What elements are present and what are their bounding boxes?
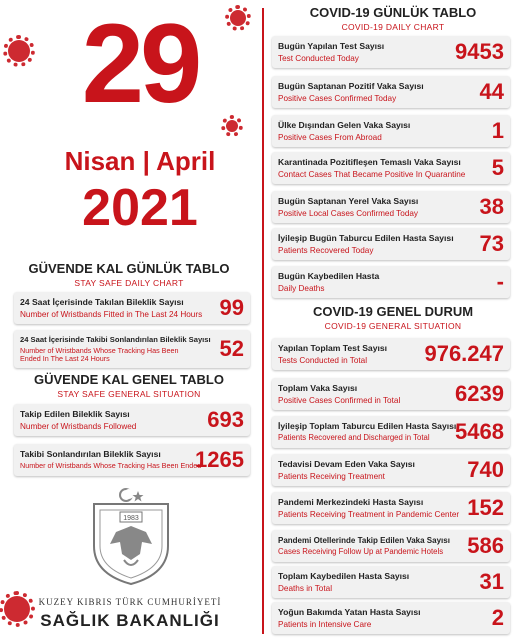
stat-card bbox=[272, 566, 510, 598]
left-column bbox=[0, 0, 258, 640]
stat-label-en: Patients Recovered and Discharged in Total bbox=[278, 433, 430, 442]
stat-card bbox=[272, 191, 510, 223]
stat-card bbox=[272, 454, 510, 486]
stat-label: Bugün Kaybedilen Hasta bbox=[278, 271, 380, 281]
stat-label: Pandemi Otellerinde Takip Edilen Vaka Sayısı bbox=[278, 536, 450, 545]
stat-value: 5468 bbox=[455, 419, 504, 444]
stat-card bbox=[14, 444, 250, 476]
stat-label: Pandemi Merkezindeki Hasta Sayısı bbox=[278, 497, 424, 507]
stat-label-en: Number of Wristbands Whose Tracking Has Been Ended In The Last 24 Hours bbox=[20, 346, 179, 363]
stat-card bbox=[272, 115, 510, 147]
date-year: 2021 bbox=[82, 179, 198, 237]
stat-label-en: Tests Conducted in Total bbox=[278, 356, 368, 365]
stat-value: 99 bbox=[219, 295, 244, 320]
stat-label: Takibi Sonlandırılan Bileklik Sayısı bbox=[20, 449, 161, 459]
stat-label-en: Patients Receiving Treatment in Pandemic Center bbox=[278, 510, 460, 519]
safe-daily-header bbox=[0, 262, 258, 288]
section-subtitle: COVID-19 GENERAL SITUATION bbox=[324, 321, 462, 332]
stat-label-en: Positive Local Cases Confirmed Today bbox=[278, 209, 419, 218]
stat-value: 5 bbox=[491, 155, 504, 180]
stat-value: 976.247 bbox=[424, 341, 504, 366]
section-subtitle: COVID-19 DAILY CHART bbox=[341, 22, 445, 33]
stat-label: Bugün Yapılan Test Sayısı bbox=[278, 41, 385, 51]
stat-value: 586 bbox=[467, 533, 504, 558]
stat-label-en: Contact Cases That Became Positive In Quarantine bbox=[278, 170, 466, 179]
stat-label: Toplam Vaka Sayısı bbox=[278, 383, 358, 393]
stat-label: Bugün Saptanan Yerel Vaka Sayısı bbox=[278, 196, 419, 206]
stat-card bbox=[272, 76, 510, 108]
stat-value: 9453 bbox=[455, 39, 504, 64]
stat-card bbox=[272, 530, 510, 562]
stat-label: Tedavisi Devam Eden Vaka Sayısı bbox=[278, 459, 415, 469]
stat-card bbox=[272, 492, 510, 524]
stat-label-en: Number of Wristbands Whose Tracking Has Been Ended bbox=[20, 461, 202, 470]
stat-card bbox=[272, 266, 510, 298]
stat-card bbox=[272, 338, 510, 370]
ministry-name: SAĞLIK BAKANLIĞI bbox=[40, 611, 220, 630]
safe-general-header bbox=[0, 373, 258, 399]
stat-value: 152 bbox=[467, 495, 504, 520]
stat-value: 2 bbox=[491, 605, 504, 630]
stat-card bbox=[272, 228, 510, 260]
covid-daily-header bbox=[268, 6, 518, 32]
stat-label-en: Positive Cases From Abroad bbox=[278, 133, 382, 142]
stat-value: 1265 bbox=[195, 447, 244, 472]
stat-label-en: Daily Deaths bbox=[278, 284, 325, 293]
stat-label: Yapılan Toplam Test Sayısı bbox=[278, 343, 388, 353]
stat-value: 740 bbox=[467, 457, 504, 482]
stat-card bbox=[272, 416, 510, 448]
stat-label-en: Patients in Intensive Care bbox=[278, 620, 372, 629]
covid-general-header bbox=[268, 305, 518, 331]
stat-label-en: Patients Recovered Today bbox=[278, 246, 374, 255]
stat-value: - bbox=[496, 269, 504, 294]
stat-value: 1 bbox=[491, 118, 504, 143]
section-title: GÜVENDE KAL GENEL TABLO bbox=[34, 372, 224, 387]
section-title: GÜVENDE KAL GÜNLÜK TABLO bbox=[28, 261, 230, 276]
stat-label-en: Number of Wristbands Fitted in The Last 24 Hours bbox=[20, 310, 203, 319]
stat-value: 44 bbox=[479, 79, 504, 104]
stat-card bbox=[14, 330, 250, 368]
stat-value: 693 bbox=[207, 407, 244, 432]
stat-label: Toplam Kaybedilen Hasta Sayısı bbox=[278, 571, 410, 581]
stat-card bbox=[272, 36, 510, 68]
stat-card bbox=[14, 292, 250, 324]
stat-card bbox=[272, 378, 510, 410]
stat-card bbox=[272, 602, 510, 634]
date-day: 29 bbox=[81, 1, 199, 126]
stat-value: 73 bbox=[479, 231, 504, 256]
section-title: COVID-19 GÜNLÜK TABLO bbox=[309, 5, 477, 20]
emblem-year: 1983 bbox=[123, 515, 139, 522]
stat-label-en: Cases Receiving Follow Up at Pandemic Hotels bbox=[278, 547, 444, 556]
stat-label-en: Patients Receiving Treatment bbox=[278, 472, 385, 481]
stat-label-en: Test Conducted Today bbox=[278, 54, 359, 63]
ministry-emblem-icon bbox=[86, 486, 176, 586]
stat-label-en: Deaths in Total bbox=[278, 584, 333, 593]
stat-label: Karantinada Pozitifleşen Temaslı Vaka Sayısı bbox=[278, 157, 461, 167]
stat-label: Takip Edilen Bileklik Sayısı bbox=[20, 409, 130, 419]
stat-label: 24 Saat İçerisinde Takibi Sonlandırılan Bileklik Sayısı bbox=[20, 335, 211, 344]
stat-label: 24 Saat İçerisinde Takılan Bileklik Sayısı bbox=[20, 297, 184, 307]
stat-value: 31 bbox=[479, 569, 504, 594]
stat-value: 52 bbox=[219, 336, 244, 361]
stat-card bbox=[272, 152, 510, 184]
stat-label: İyileşip Bugün Taburcu Edilen Hasta Sayısı bbox=[278, 233, 454, 243]
stat-value: 6239 bbox=[455, 381, 504, 406]
column-divider bbox=[262, 8, 264, 634]
stat-label-en: Positive Cases Confirmed in Total bbox=[278, 396, 401, 405]
stat-label-en: Positive Cases Confirmed Today bbox=[278, 94, 397, 103]
section-subtitle: STAY SAFE GENERAL SITUATION bbox=[57, 389, 201, 400]
stat-label: Yoğun Bakımda Yatan Hasta Sayısı bbox=[278, 607, 421, 617]
ministry-country: KUZEY KIBRIS TÜRK CUMHURİYETİ bbox=[38, 597, 222, 607]
stat-label: Bugün Saptanan Pozitif Vaka Sayısı bbox=[278, 81, 424, 91]
stat-card bbox=[14, 404, 250, 436]
section-subtitle: STAY SAFE DAILY CHART bbox=[74, 278, 184, 289]
date-month: Nisan | April bbox=[64, 146, 216, 176]
stat-label: Ülke Dışından Gelen Vaka Sayısı bbox=[278, 120, 411, 130]
section-title: COVID-19 GENEL DURUM bbox=[312, 304, 474, 319]
stat-label-en: Number of Wristbands Followed bbox=[20, 422, 137, 431]
stat-label: İyileşip Toplam Taburcu Edilen Hasta Sayısı bbox=[278, 421, 457, 431]
stat-value: 38 bbox=[479, 194, 504, 219]
